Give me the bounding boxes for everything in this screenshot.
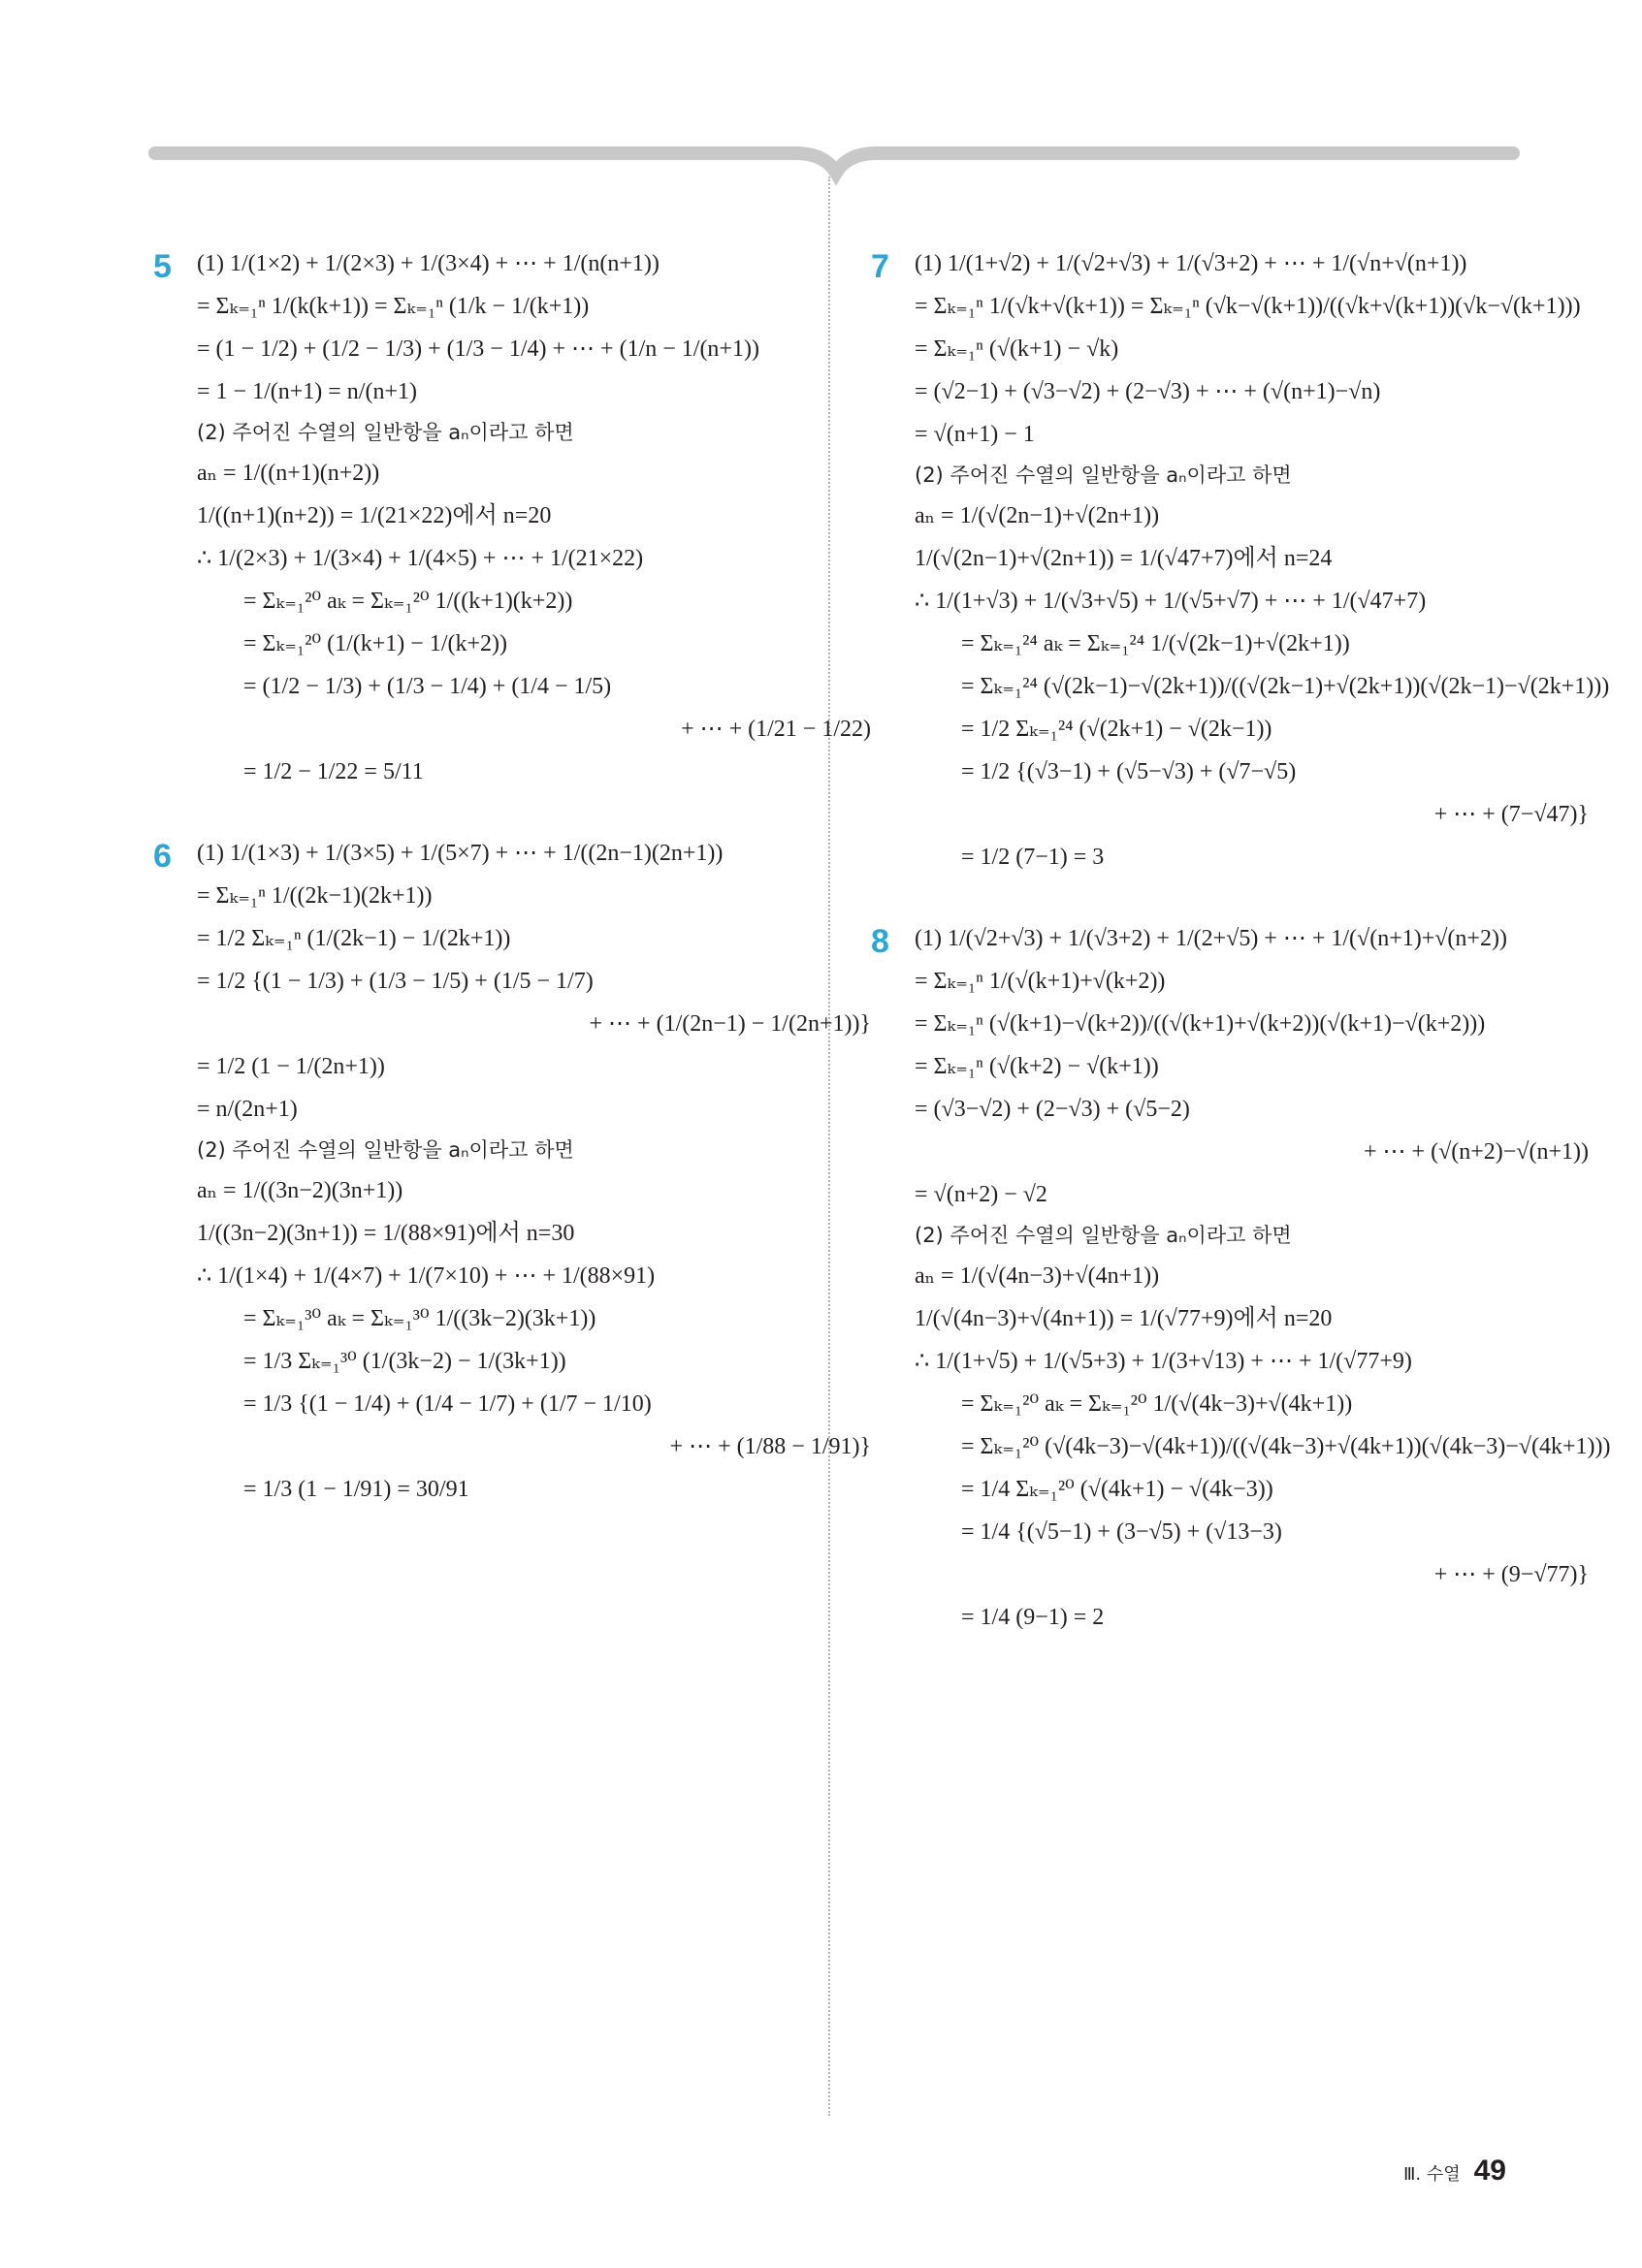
- problem-6: [153, 832, 871, 1511]
- equation-line: = (1 − 1/2) + (1/2 − 1/3) + (1/3 − 1/4) + ⋯ + (1/n − 1/(n+1)): [197, 336, 759, 362]
- equation-line: = 1/2 Σₖ₌₁ⁿ (1/(2k−1) − 1/(2k+1)): [197, 926, 511, 951]
- solution-body: [197, 242, 871, 793]
- equation-line: = Σₖ₌₁ⁿ (√(k+1) − √k): [915, 336, 1119, 362]
- left-column: [153, 242, 871, 1549]
- equation-line: = Σₖ₌₁ⁿ (√(k+1)−√(k+2))/((√(k+1)+√(k+2))(√(k+1)−√(k+2))): [915, 1011, 1486, 1037]
- equation-line: = √(n+2) − √2: [915, 1182, 1047, 1207]
- right-column: [871, 242, 1611, 1677]
- equation-line: = (1/2 − 1/3) + (1/3 − 1/4) + (1/4 − 1/5): [243, 674, 612, 699]
- equation-line: = Σₖ₌₁ⁿ 1/(√k+√(k+1)) = Σₖ₌₁ⁿ (√k−√(k+1))/((√k+√(k+1))(√k−√(k+1))): [915, 294, 1581, 319]
- page-number: 49: [1473, 2155, 1506, 2187]
- part-intro-text: (2) 주어진 수열의 일반항을 aₙ이라고 하면: [915, 1224, 1292, 1247]
- problem-number: 8: [871, 923, 889, 960]
- problem-number: 5: [153, 248, 172, 285]
- equation-line: 1/(√(4n−3)+√(4n+1)) = 1/(√77+9)에서 n=20: [915, 1306, 1333, 1331]
- equation-line: (1) 1/(1+√2) + 1/(√2+√3) + 1/(√3+2) + ⋯ + 1/(√n+√(n+1)): [915, 251, 1467, 276]
- continued-equation-line: + ⋯ + (1/88 − 1/91)}: [669, 1434, 871, 1459]
- equation-line: = 1/2 (1 − 1/(2n+1)): [197, 1054, 385, 1079]
- continued-equation-line: + ⋯ + (7−√47)}: [1433, 802, 1589, 827]
- equation-line: = 1/4 (9−1) = 2: [961, 1605, 1105, 1630]
- part-intro-text: (2) 주어진 수열의 일반항을 aₙ이라고 하면: [915, 463, 1292, 487]
- equation-line: = Σₖ₌₁²⁰ aₖ = Σₖ₌₁²⁰ 1/((k+1)(k+2)): [243, 589, 573, 614]
- equation-line: = 1/2 {(1 − 1/3) + (1/3 − 1/5) + (1/5 − 1/7): [197, 969, 594, 994]
- equation-line: = (√2−1) + (√3−√2) + (2−√3) + ⋯ + (√(n+1)−√n): [915, 379, 1381, 404]
- problem-7: [871, 242, 1610, 878]
- part-intro-text: (2) 주어진 수열의 일반항을 aₙ이라고 하면: [197, 1138, 574, 1162]
- equation-line: 1/(√(2n−1)+√(2n+1)) = 1/(√47+7)에서 n=24: [915, 546, 1333, 571]
- equation-line: = Σₖ₌₁²⁰ aₖ = Σₖ₌₁²⁰ 1/(√(4k−3)+√(4k+1)): [961, 1391, 1353, 1417]
- equation-line: = 1/2 Σₖ₌₁²⁴ (√(2k+1) − √(2k−1)): [961, 717, 1272, 742]
- equation-line: = 1 − 1/(n+1) = n/(n+1): [197, 379, 417, 404]
- problem-number: 7: [871, 248, 889, 285]
- equation-line: aₙ = 1/(√(4n−3)+√(4n+1)): [915, 1263, 1160, 1289]
- equation-line: = Σₖ₌₁ⁿ 1/(k(k+1)) = Σₖ₌₁ⁿ (1/k − 1/(k+1)): [197, 294, 590, 319]
- equation-line: = 1/3 (1 − 1/91) = 30/91: [243, 1477, 469, 1502]
- continued-equation-line: + ⋯ + (9−√77)}: [1433, 1562, 1589, 1587]
- equation-line: ∴ 1/(2×3) + 1/(3×4) + 1/(4×5) + ⋯ + 1/(21×22): [197, 546, 644, 571]
- equation-line: = 1/2 − 1/22 = 5/11: [243, 759, 424, 784]
- equation-line: (1) 1/(1×2) + 1/(2×3) + 1/(3×4) + ⋯ + 1/(n(n+1)): [197, 251, 660, 276]
- continued-equation-line: + ⋯ + (1/(2n−1) − 1/(2n+1))}: [589, 1011, 871, 1037]
- equation-line: aₙ = 1/((n+1)(n+2)): [197, 461, 380, 486]
- equation-line: (1) 1/(√2+√3) + 1/(√3+2) + 1/(2+√5) + ⋯ + 1/(√(n+1)+√(n+2)): [915, 926, 1507, 951]
- equation-line: = Σₖ₌₁ⁿ 1/(√(k+1)+√(k+2)): [915, 969, 1166, 994]
- equation-line: = Σₖ₌₁ⁿ (√(k+2) − √(k+1)): [915, 1054, 1159, 1079]
- equation-line: 1/((3n−2)(3n+1)) = 1/(88×91)에서 n=30: [197, 1221, 575, 1246]
- equation-line: = Σₖ₌₁²⁰ (√(4k−3)−√(4k+1))/((√(4k−3)+√(4k+1))(√(4k−3)−√(4k+1))): [961, 1434, 1611, 1459]
- equation-line: = √(n+1) − 1: [915, 422, 1035, 447]
- equation-line: = Σₖ₌₁³⁰ aₖ = Σₖ₌₁³⁰ 1/((3k−2)(3k+1)): [243, 1306, 596, 1331]
- equation-line: = 1/4 {(√5−1) + (3−√5) + (√13−3): [961, 1519, 1282, 1545]
- equation-line: = 1/3 Σₖ₌₁³⁰ (1/(3k−2) − 1/(3k+1)): [243, 1349, 566, 1374]
- chapter-label: Ⅲ. 수열: [1402, 2164, 1461, 2185]
- equation-line: (1) 1/(1×3) + 1/(3×5) + 1/(5×7) + ⋯ + 1/((2n−1)(2n+1)): [197, 841, 724, 866]
- solution-body: [915, 242, 1610, 878]
- equation-line: = Σₖ₌₁²⁴ (√(2k−1)−√(2k+1))/((√(2k−1)+√(2k+1))(√(2k−1)−√(2k+1))): [961, 674, 1610, 699]
- equation-line: = Σₖ₌₁²⁴ aₖ = Σₖ₌₁²⁴ 1/(√(2k−1)+√(2k+1)): [961, 631, 1350, 656]
- equation-line: = n/(2n+1): [197, 1097, 298, 1122]
- equation-line: 1/((n+1)(n+2)) = 1/(21×22)에서 n=20: [197, 503, 552, 528]
- equation-line: ∴ 1/(1×4) + 1/(4×7) + 1/(7×10) + ⋯ + 1/(88×91): [197, 1263, 656, 1289]
- equation-line: aₙ = 1/(√(2n−1)+√(2n+1)): [915, 503, 1160, 528]
- problem-number: 6: [153, 838, 172, 875]
- solution-body: [197, 832, 871, 1511]
- header-rule: [0, 0, 1642, 204]
- equation-line: = 1/3 {(1 − 1/4) + (1/4 − 1/7) + (1/7 − 1/10): [243, 1391, 652, 1417]
- problem-8: [871, 917, 1611, 1639]
- continued-equation-line: + ⋯ + (1/21 − 1/22): [681, 717, 871, 742]
- part-intro-text: (2) 주어진 수열의 일반항을 aₙ이라고 하면: [197, 421, 574, 444]
- equation-line: = Σₖ₌₁ⁿ 1/((2k−1)(2k+1)): [197, 883, 433, 909]
- equation-line: ∴ 1/(1+√3) + 1/(√3+√5) + 1/(√5+√7) + ⋯ + 1/(√47+7): [915, 589, 1427, 614]
- continued-equation-line: + ⋯ + (√(n+2)−√(n+1)): [1364, 1139, 1589, 1165]
- equation-line: = 1/2 (7−1) = 3: [961, 845, 1105, 870]
- equation-line: = 1/2 {(√3−1) + (√5−√3) + (√7−√5): [961, 759, 1297, 784]
- equation-line: aₙ = 1/((3n−2)(3n+1)): [197, 1178, 403, 1203]
- solution-body: [915, 917, 1611, 1639]
- equation-line: = (√3−√2) + (2−√3) + (√5−2): [915, 1097, 1190, 1122]
- problem-5: [153, 242, 871, 793]
- equation-line: ∴ 1/(1+√5) + 1/(√5+3) + 1/(3+√13) + ⋯ + 1/(√77+9): [915, 1349, 1412, 1374]
- equation-line: = 1/4 Σₖ₌₁²⁰ (√(4k+1) − √(4k−3)): [961, 1477, 1273, 1502]
- page-footer: [1403, 2155, 1506, 2188]
- equation-line: = Σₖ₌₁²⁰ (1/(k+1) − 1/(k+2)): [243, 631, 508, 656]
